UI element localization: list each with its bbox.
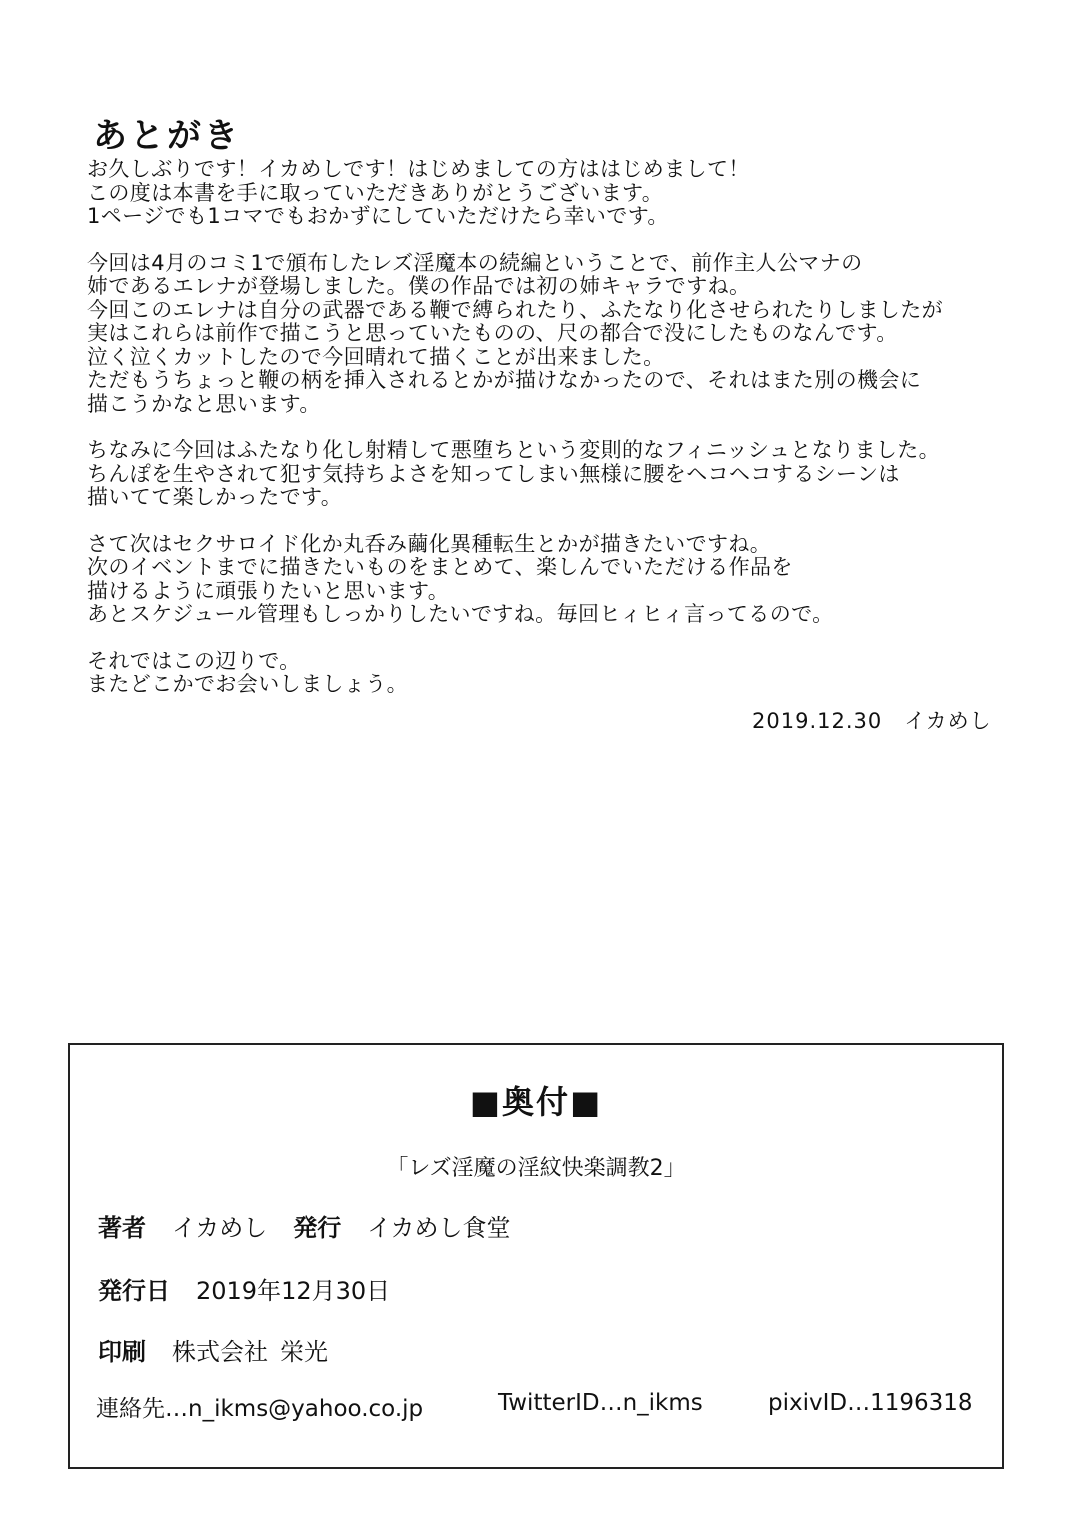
text-line: 泣く泣くカットしたので今回晴れて描くことが出来ました。: [87, 344, 665, 369]
text-line: 今回このエレナは自分の武器である鞭で縛られたり、ふたなり化させられたりしましたが: [87, 297, 943, 322]
text-line: ちんぽを生やされて犯す気持ちよさを知ってしまい無様に腰をヘコヘコするシーンは: [87, 461, 900, 486]
printer-name: 栄光: [280, 1338, 328, 1366]
text-line: あとスケジュール管理もしっかりしたいですね。毎回ヒィヒィ言ってるので。: [87, 602, 834, 626]
date-label: 発行日: [98, 1277, 170, 1305]
printer-company: 株式会社: [172, 1338, 268, 1366]
contact-email: 連絡先…n_ikms@yahoo.co.jp: [96, 1396, 424, 1422]
text-line: またどこかでお会いしましょう。: [87, 672, 408, 696]
text-line: 描いてて楽しかったです。: [87, 485, 343, 509]
publish-date: 2019年12月30日: [196, 1277, 391, 1305]
text-line: ちなみに今回はふたなり化し射精して悪堕ちという変則的なフィニッシュとなりました。: [87, 438, 941, 462]
paragraph: [87, 533, 1047, 627]
colophon-box: [68, 1043, 1004, 1469]
text-line: ただもうちょっと鞭の柄を挿入されるとかが描けなかったので、それはまた別の機会に: [87, 368, 922, 392]
text-line: お久しぶりです！イカめしです！はじめましての方ははじめまして！: [87, 157, 750, 181]
text-line: 実はこれらは前作で描こうと思っていたものの、尺の都合で没にしたものなんです。: [87, 321, 898, 345]
text-line: それではこの辺りで。: [87, 648, 301, 673]
book-title: 「レズ淫魔の淫紋快楽調教2」: [386, 1156, 686, 1181]
text-line: 姉であるエレナが登場しました。僕の作品では初の姉キャラですね。: [87, 274, 751, 298]
author-label: 著者: [98, 1214, 146, 1242]
text-line: 今回は4月のコミ1で頒布したレズ淫魔本の続編ということで、前作主人公マナの: [87, 250, 863, 275]
printer-label: 印刷: [98, 1338, 146, 1366]
afterword-heading: あとがき: [93, 116, 241, 156]
afterword-body: [87, 158, 1047, 697]
text-line: 1ページでも1コマでもおかずにしていただけたら幸いです。: [87, 204, 669, 228]
paragraph: [87, 252, 1047, 417]
text-line: 描けるように頑張りたいと思います。: [87, 578, 450, 603]
text-line: この度は本書を手に取っていただきありがとうございます。: [87, 180, 664, 205]
text-line: 描こうかなと思います。: [87, 391, 321, 416]
author-name: イカめし: [172, 1214, 268, 1242]
date-row: [98, 1271, 390, 1306]
text-line: さて次はセクサロイド化か丸呑み繭化異種転生とかが描きたいですね。: [87, 531, 772, 556]
afterword-signature: 2019.12.30 イカめし: [752, 709, 992, 733]
paragraph: [87, 650, 1047, 697]
twitter-id: TwitterID…n_ikms: [498, 1390, 703, 1416]
publisher-name: イカめし食堂: [367, 1214, 511, 1242]
paragraph: [87, 439, 1047, 510]
printer-row: [98, 1332, 328, 1367]
pixiv-id: pixivID…1196318: [768, 1390, 973, 1416]
publisher-label: 発行: [293, 1214, 342, 1242]
author-row: [98, 1208, 511, 1243]
colophon-title: ■奥付■: [469, 1083, 603, 1121]
paragraph: [87, 158, 1047, 229]
text-line: 次のイベントまでに描きたいものをまとめて、楽しんでいただける作品を: [87, 555, 793, 579]
